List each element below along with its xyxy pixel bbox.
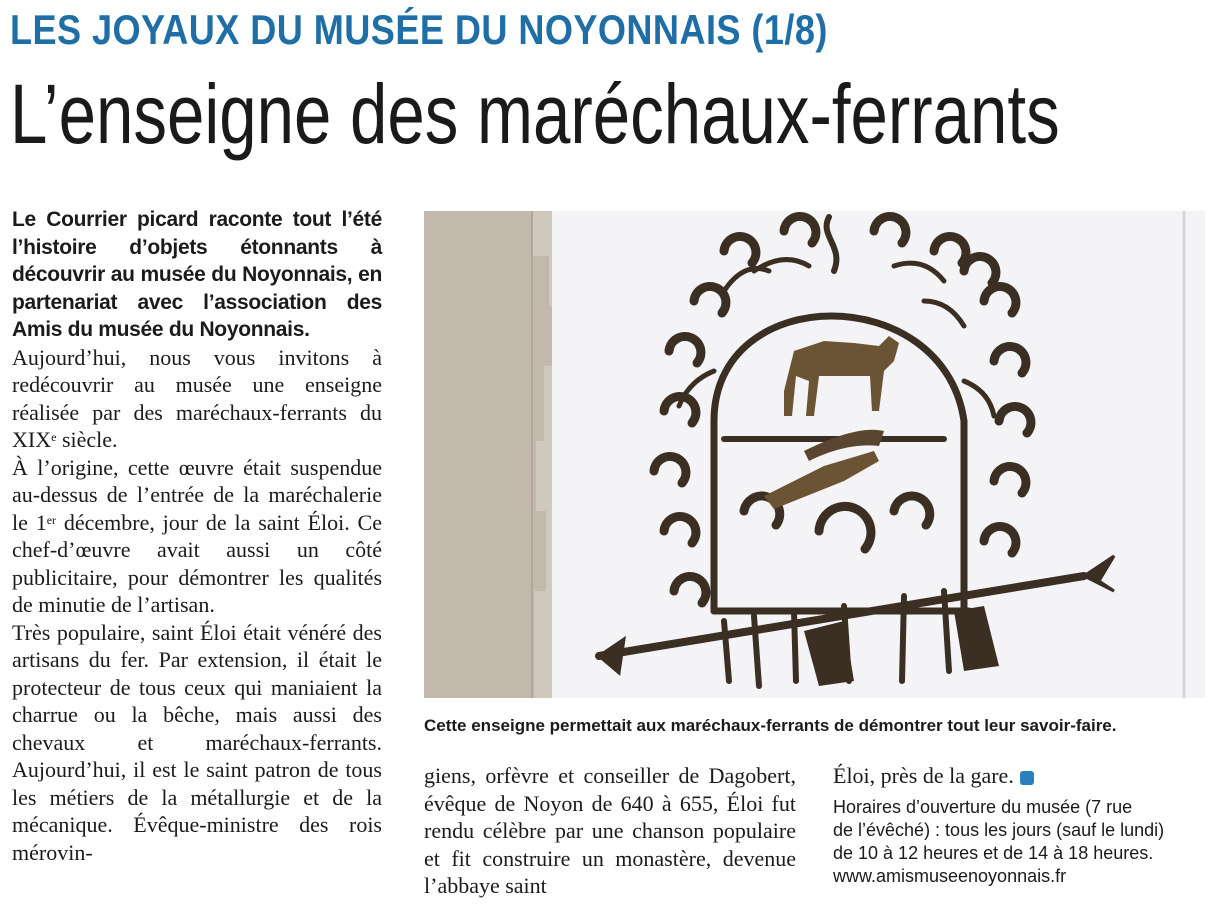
- museum-hours: [833, 796, 1213, 888]
- museum-website-link[interactable]: www.amismuseenoyonnais.fr: [833, 865, 1067, 886]
- section-kicker: LES JOYAUX DU MUSÉE DU NOYONNAIS (1/8): [10, 6, 828, 53]
- article-column-1: [12, 206, 382, 866]
- hours-line-3: de 10 à 12 heures et de 14 à 18 heures.: [833, 842, 1154, 863]
- article-paragraph-1: Aujourd’hui, nous vous invitons à redécouvrir au musée une enseigne réalisée par des maréchaux-ferrants du XIXe siècle.: [12, 344, 382, 452]
- article-column-2: [424, 762, 796, 900]
- hours-line-1: Horaires d’ouverture du musée (7 rue: [833, 796, 1133, 817]
- enseigne-photo: [424, 211, 1205, 698]
- wrought-iron-sign-illustration: [424, 211, 1205, 698]
- article-paragraph-3: Très populaire, saint Éloi était vénéré des artisans du fer. Par extension, il était le protecteur de tous ceux qui maniaient la charrue ou la bêche, mais aussi des chevaux et maréchaux-ferrants. Aujourd’hui, il est le saint patron de tous les métiers de la métallurgie et de la mécanique. Évêque-ministre des rois mérovin-: [12, 619, 382, 865]
- article-column-2-text: giens, orfèvre et conseiller de Dagobert, évêque de Noyon de 640 à 655, Éloi fut rendu célèbre par une chanson populaire et fit construire un monastère, devenue l’abbaye saint: [424, 763, 796, 898]
- article-headline: L’enseigne des maréchaux-ferrants: [10, 67, 1060, 161]
- article-paragraph-2: À l’origine, cette œuvre était suspendue au-dessus de l’entrée de la maréchalerie le 1er décembre, jour de la saint Éloi. Ce chef-d’œuvre avait aussi un côté publicitaire, pour démontrer les qualités de minutie de l’artisan.: [12, 454, 382, 617]
- end-of-article-square-icon: [1020, 771, 1034, 785]
- hours-line-2: de l’évêché) : tous les jours (sauf le lundi): [833, 819, 1165, 840]
- article-column-3: [833, 762, 1213, 888]
- article-lead: Le Courrier picard raconte tout l’été l’histoire d’objets étonnants à découvrir au musée du Noyonnais, en partenariat avec l’association des Amis du musée du Noyonnais.: [12, 208, 382, 341]
- article-column-3-text: Éloi, près de la gare.: [833, 762, 1213, 790]
- photo-caption: Cette enseigne permettait aux maréchaux-ferrants de démontrer tout leur savoir-faire.: [424, 716, 1117, 735]
